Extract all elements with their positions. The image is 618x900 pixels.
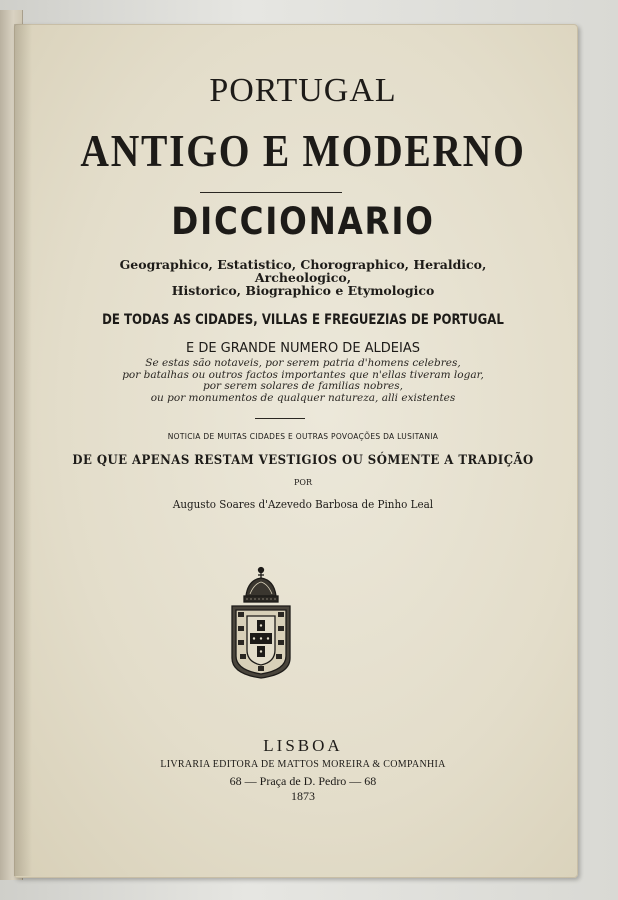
author-name: Augusto Soares d'Azevedo Barbosa de Pinho Leal xyxy=(172,497,434,511)
vestigios-line: DE QUE APENAS RESTAM VESTIGIOS OU SÓMENTE A TRADIÇÃO xyxy=(72,453,534,468)
imprint-city: LISBOA xyxy=(263,736,343,755)
por-label: POR xyxy=(294,478,312,487)
imprint-publisher: LIVRARIA EDITORA DE MATTOS MOREIRA & COMPANHIA xyxy=(160,759,446,770)
imprint-year: 1873 xyxy=(291,789,315,803)
scope-heading: DE TODAS AS CIDADES, VILLAS E FREGUEZIAS DE PORTUGAL xyxy=(102,312,504,328)
imprint-address: 68 — Praça de D. Pedro — 68 xyxy=(229,774,377,788)
criteria-note xyxy=(38,358,568,404)
scope-subheading: E DE GRANDE NUMERO DE ALDEIAS xyxy=(185,341,421,356)
royal-coat-of-arms-icon xyxy=(228,566,294,680)
title-antigo-e-moderno: ANTIGO E MODERNO xyxy=(80,125,526,176)
section-divider xyxy=(255,418,305,419)
subtitle-line: Geographico, Estatistico, Chorographico, Heraldico, xyxy=(119,257,487,272)
subtitle-line: Historico, Biographico e Etymologico xyxy=(171,283,435,298)
note-line: ou por monumentos de qualquer natureza, alli existentes xyxy=(150,391,456,404)
subtitle-block xyxy=(38,258,568,297)
note-line: por serem solares de familias nobres, xyxy=(202,380,404,392)
title-portugal: PORTUGAL xyxy=(209,72,397,109)
gutter-shadow xyxy=(14,24,32,876)
note-line: Se estas são notaveis, por serem patria d'homens celebres, xyxy=(145,357,461,369)
subtitle-line: Archeologico, xyxy=(254,270,352,285)
title-divider xyxy=(200,192,342,193)
title-diccionario: DICCIONARIO xyxy=(171,200,435,243)
note-line: por batalhas ou outros factos importantes que n'ellas tiveram logar, xyxy=(122,368,484,381)
noticia-line: NOTICIA DE MUITAS CIDADES E OUTRAS POVOAÇÕES DA LUSITANIA xyxy=(167,432,439,441)
